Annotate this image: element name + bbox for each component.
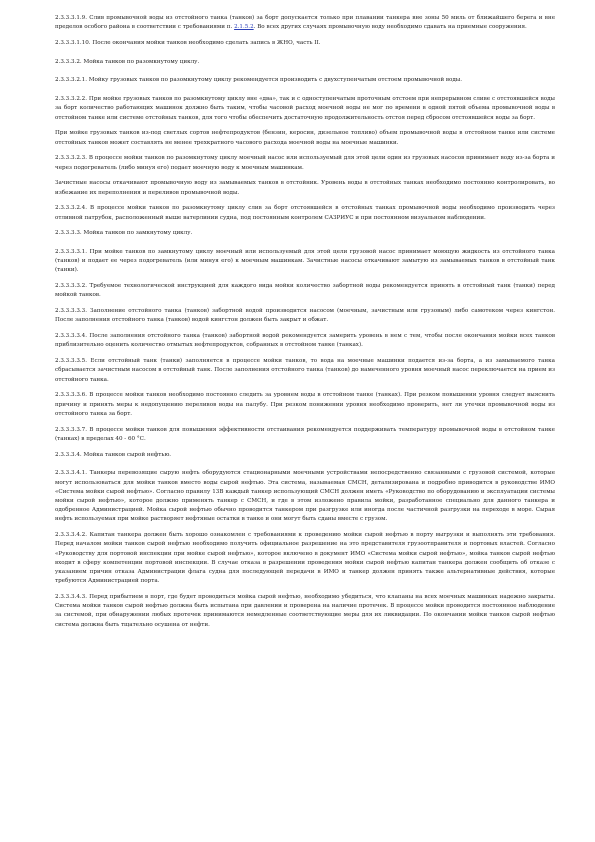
paragraph-2-3-3-3-3-4: 2.3.3.3.3.4. После заполнения отстойного танка (танков) забортной водой рекомендуется замерить уровень в нем с тем, чтобы после окончания мойки всех танков приблизительно оценить количество отмытых нефтепродуктов, собранных в отстойном танке (танках). [55, 333, 555, 349]
paragraph-2-3-3-3-2-3: 2.3.3.3.2.3. В процессе мойки танков по разомкнутому циклу моечный насос или используемый для этой цели один из грузовых насосов принимает воду из-за борта и через подогреватель (либо минуя его) подает моечную воду к моечным машинкам. [55, 155, 555, 171]
paragraph-2-3-3-3-3-2: 2.3.3.3.3.2. Требуемое технологической инструкцией для каждого вида мойки количество забортной воды рекомендуется принять в отстойный танк (танки) перед мойкой танков. [55, 283, 555, 299]
paragraph-text-after-link: . Во всех других случаях промывочную воду необходимо сдавать на приемные сооружения. [253, 24, 527, 31]
section-heading-crude-oil-washing: 2.3.3.3.4. Мойка танков сырой нефтью. [55, 451, 172, 458]
section-heading-closed-cycle: 2.3.3.3.3. Мойка танков по замкнутому циклу. [55, 230, 193, 237]
paragraph-2-3-3-3-3-1: 2.3.3.3.3.1. При мойке танков по замкнутому циклу моечный или используемый для этой цели грузовой насос принимает моющую жидкость из отстойного танка (танков) и подает ее через подогреватель (или минуя его) к моечным машинкам. Зачистные насосы откачивают замытую из замываемых танков в отстойный танк (танки). [55, 249, 555, 274]
paragraph-2-3-3-3-3-6: 2.3.3.3.3.6. В процессе мойки танков необходимо постоянно следить за уровнем воды в отстойном танке (танках). При резком повышении уровня следует выяснить причину и принять меры к недопущению переливов воды на палубу. При резком понижении уровня необходимо проверить, нет ли утечки промывочной воды из отстойного танка за борт. [55, 392, 555, 417]
paragraph-2-3-3-3-4-3: 2.3.3.3.4.3. Перед прибытием в порт, где будет проводиться мойка сырой нефтью, необходимо убедиться, что клапаны на всех моечных машинках надежно закрыты. Система мойки танков сырой нефтью должна быть испытана при давлении и проверена на наличие протечек. В процессе мойки проводится постоянное наблюдение за системой, при обнаружении любых протечек принимаются немедленные соответствующие меры для их ликвидации. По окончании мойки танков сырой нефтью система должна быть тщательно осушена от нефти. [55, 593, 555, 628]
paragraph-2-3-3-3-3-5: 2.3.3.3.3.5. Если отстойный танк (танки) заполняется в процессе мойки танков, то вода на моечные машинки подается из-за борта, а из замываемого танка сбрасывается зачистным насосом в отстойный танк. После заполнения отстойного танка (танков) до намеченного уровня моечный насос переключается на прием из отстойного танка. [55, 358, 555, 383]
paragraph-2-3-3-3-3-3: 2.3.3.3.3.3. Заполнение отстойного танка (танков) забортной водой производится насосом (моечным, зачистным или грузовым) либо самотеком через кингстон. После заполнения отстойного танка (танков) водой кингстон должен быть закрыт и обжат. [55, 308, 555, 324]
paragraph-2-3-3-3-1-10: 2.3.3.3.1.10. После окончания мойки танков необходимо сделать запись в ЖНО, часть II. [55, 40, 321, 46]
paragraph-2-3-3-3-2-1: 2.3.3.3.2.1. Мойку грузовых танков по разомкнутому циклу рекомендуется производить с двухступенчатым отстоем промывочной воды. [55, 77, 463, 84]
paragraph-2-3-3-3-1-9 [55, 14, 555, 32]
paragraph-light-products: При мойке грузовых танков из-под светлых сортов нефтепродуктов (бензин, керосин, дизельное топливо) объем промывочной воды в отстойном танке или системе отстойных танков может составлять не менее трехкратного часового расхода моечной воды на моечные машинки. [55, 130, 555, 146]
section-heading-open-cycle: 2.3.3.3.2. Мойка танков по разомкнутому циклу. [55, 58, 200, 65]
paragraph-2-3-3-3-2-4: 2.3.3.3.2.4. В процессе мойки танков по разомкнутому циклу слив за борт отстоявшейся в отстойных танках промывочной воды необходимо производить через отливной патрубок, расположенный выше ватерлинии судна, под постоянным контролем САЗРИУС и при постоянном визуальном наблюдении. [55, 205, 555, 221]
paragraph-text-before-link: 2.3.3.3.1.9. Слив промывочной воды из отстойного танка (танков) за борт допускается только при плавании танкера вне зоны 50 миль от ближайшего берега и вне пределов особого района в соответствии с требованиями п. [55, 15, 555, 31]
paragraph-2-3-3-3-3-7: 2.3.3.3.3.7. В процессе мойки танков для повышения эффективности отстаивания рекомендуется поддерживать температуру промывочной воды в отстойном танке (танках) в пределах 40 - 60 °С. [55, 426, 555, 442]
paragraph-2-3-3-3-4-2: 2.3.3.3.4.2. Капитан танкера должен быть хорошо ознакомлен с требованиями к проведению мойки сырой нефтью в порту выгрузки и выполнять эти требования. Перед началом мойки танков сырой нефтью необходимо получить официальное разрешение на это представителя грузоотправителя и портовых властей. Согласно «Руководству для портовой инспекции при мойке сырой нефтью», которое включено в документ ИМО «Система мойки сырой нефтью», мойка танков сырой нефтью входит в сферу компетенции портовой инспекции. В случае отказа в разрешении проведения мойки сырой нефтью капитан танкера должен сообщить об отказе с указанием причин отказа Администрации флага судна для последующей передачи в ИМО и танкер должен принять также альтернативные действия, которые требуются Администрацией порта. [55, 532, 555, 585]
paragraph-2-3-3-3-4-1: 2.3.3.3.4.1. Танкеры перевозящие сырую нефть оборудуются стационарными моечными устройствами непосредственно связанными с грузовой системой, которые могут использоваться для мойки танков вместо воды сырой нефтью. Эта система, называемая СМСН, детализирована и подробно приводится в руководстве ИМО «Система мойки сырой нефтью». Согласно правилу 13В каждый танкер использующий СМСН должен иметь «Руководство по оборудованию и эксплуатации системы мойки сырой нефтью», которое должно применять танкер с СМСН, и где в этом изложено правила мойки, разработанное специально для данного танкера и одобренное Администрацией. Мойка сырой нефтью обычно проводится танкером при разгрузке или иногда после частичной разгрузки на переходе в море. Сырая нефть используемая при мойке растворяет нефтяные остатки в танке и они могут быть сданы вместе с грузом. [55, 470, 555, 523]
paragraph-stripping-pumps: Зачистные насосы откачивают промывочную воду из замываемых танков в отстойник. Уровень воды в отстойных танках необходимо постоянно контролировать, во избежание их переполнения и переливов промывочной воды. [55, 180, 555, 196]
section-reference-link[interactable]: 2.1.5.2 [234, 24, 254, 31]
paragraph-2-3-3-3-2-2: 2.3.3.3.2.2. При мойке грузовых танков по разомкнутому циклу вне «два», так и с одноступенчатым проточным отстоем при непрерывном сливе с отстоявшейся воды за борт количество работающих машинок должно быть таким, чтобы часовой расход моечной воды не мог по времени в одной пятой объема промывочной воды в отстойном танке или системе отстойных танков, для того чтобы обеспечить достаточную продолжительность отстоя перед сбросом отстоявшейся воды за борт. [55, 96, 555, 121]
